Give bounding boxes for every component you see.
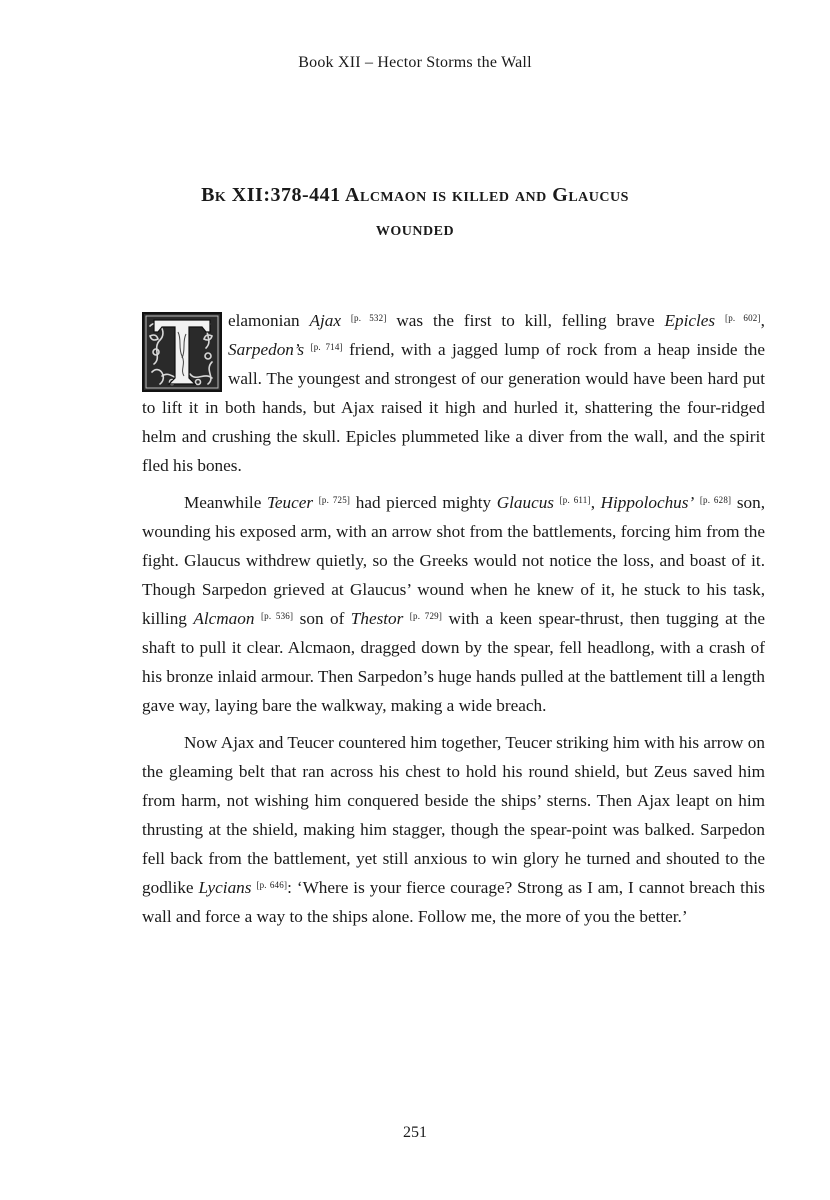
page-ref: [p. 714] — [310, 342, 343, 352]
text-span: Now Ajax and Teucer countered him together, Teucer striking him with his arrow on the gleaming belt that ran across his chest to hold his round shield, but Zeus saved him from harm, not wishing him conquered beside the ships’ sterns. Then Ajax leapt on him thrusting at the shield, making him stagger, though the spear-point was balked. Sarpedon fell back from the battlement, yet still anxious to win glory he turned and shouted to the godlike — [142, 733, 765, 897]
name-thestor: Thestor — [350, 609, 404, 628]
page-ref: [p. 611] — [559, 495, 591, 505]
name-lycians: Lycians — [198, 878, 252, 897]
page-ref: [p. 602] — [725, 313, 761, 323]
body-text — [142, 306, 765, 939]
text-span: was the first to kill, felling brave — [386, 311, 665, 330]
text-span: , — [760, 311, 765, 330]
name-glaucus: Glaucus — [496, 493, 554, 512]
page-ref: [p. 725] — [318, 495, 351, 505]
name-sarpedon: Sarpedon’s — [228, 340, 305, 359]
name-epicles: Epicles — [664, 311, 716, 330]
paragraph-1 — [142, 306, 765, 480]
page-ref: [p. 628] — [699, 495, 732, 505]
chapter-title-line-2: wounded — [375, 218, 455, 240]
chapter-title — [130, 178, 700, 246]
text-span: son of — [293, 609, 351, 628]
running-head: Book XII – Hector Storms the Wall — [298, 54, 532, 71]
name-teucer: Teucer — [266, 493, 314, 512]
ornate-foliage-initial-icon — [142, 312, 222, 392]
text-span: son, wounding his exposed arm, with an arrow shot from the battlements, forcing him from the fight. Glaucus withdrew quietly, so the Greeks would not notice the loss, and boast of it. Though Sarpedon grieved at Glaucus’ wound when he knew of it, he stuck to his task, killing — [142, 493, 766, 628]
paragraph-2 — [142, 488, 765, 720]
page-ref: [p. 536] — [260, 611, 294, 621]
text-span: elamonian — [228, 311, 310, 330]
text-span: Meanwhile — [184, 493, 267, 512]
page-number: 251 — [403, 1124, 427, 1141]
text-span: had pierced mighty — [350, 493, 497, 512]
name-alcmaon: Alcmaon — [193, 609, 255, 628]
text-span: : ‘Where is your fierce courage? Strong as I am, I cannot breach this wall and force a way to the ships alone. Follow me, the more of you the better.’ — [142, 878, 765, 926]
paragraph-3 — [142, 728, 765, 931]
page-ref: [p. 729] — [409, 611, 443, 621]
chapter-title-line-1: Bk XII:378-441 Alcmaon is killed and Glaucus — [201, 184, 629, 206]
name-ajax: Ajax — [309, 311, 341, 330]
text-span: , — [590, 493, 601, 512]
name-hippolochus: Hippolochus’ — [600, 493, 695, 512]
page-ref: [p. 646] — [256, 880, 288, 890]
page-ref: [p. 532] — [350, 313, 387, 323]
text-span: with a keen spear-thrust, then tugging at the shaft to pull it clear. Alcmaon, dragged down by the spear, fell headlong, with a crash of his bronze inlaid armour. Then Sarpedon’s huge hands pulled at the battlement till a length gave way, laying bare the walkway, making a wide breach. — [142, 609, 765, 715]
text-span: friend, with a jagged lump of rock from a heap inside the wall. The youngest and strongest of our generation would have been hard put to lift it in both hands, but Ajax raised it high and hurled it, shattering the four-ridged helm and crushing the skull. Epicles plummeted like a diver from the wall, and the spirit fled his bones. — [142, 340, 765, 475]
